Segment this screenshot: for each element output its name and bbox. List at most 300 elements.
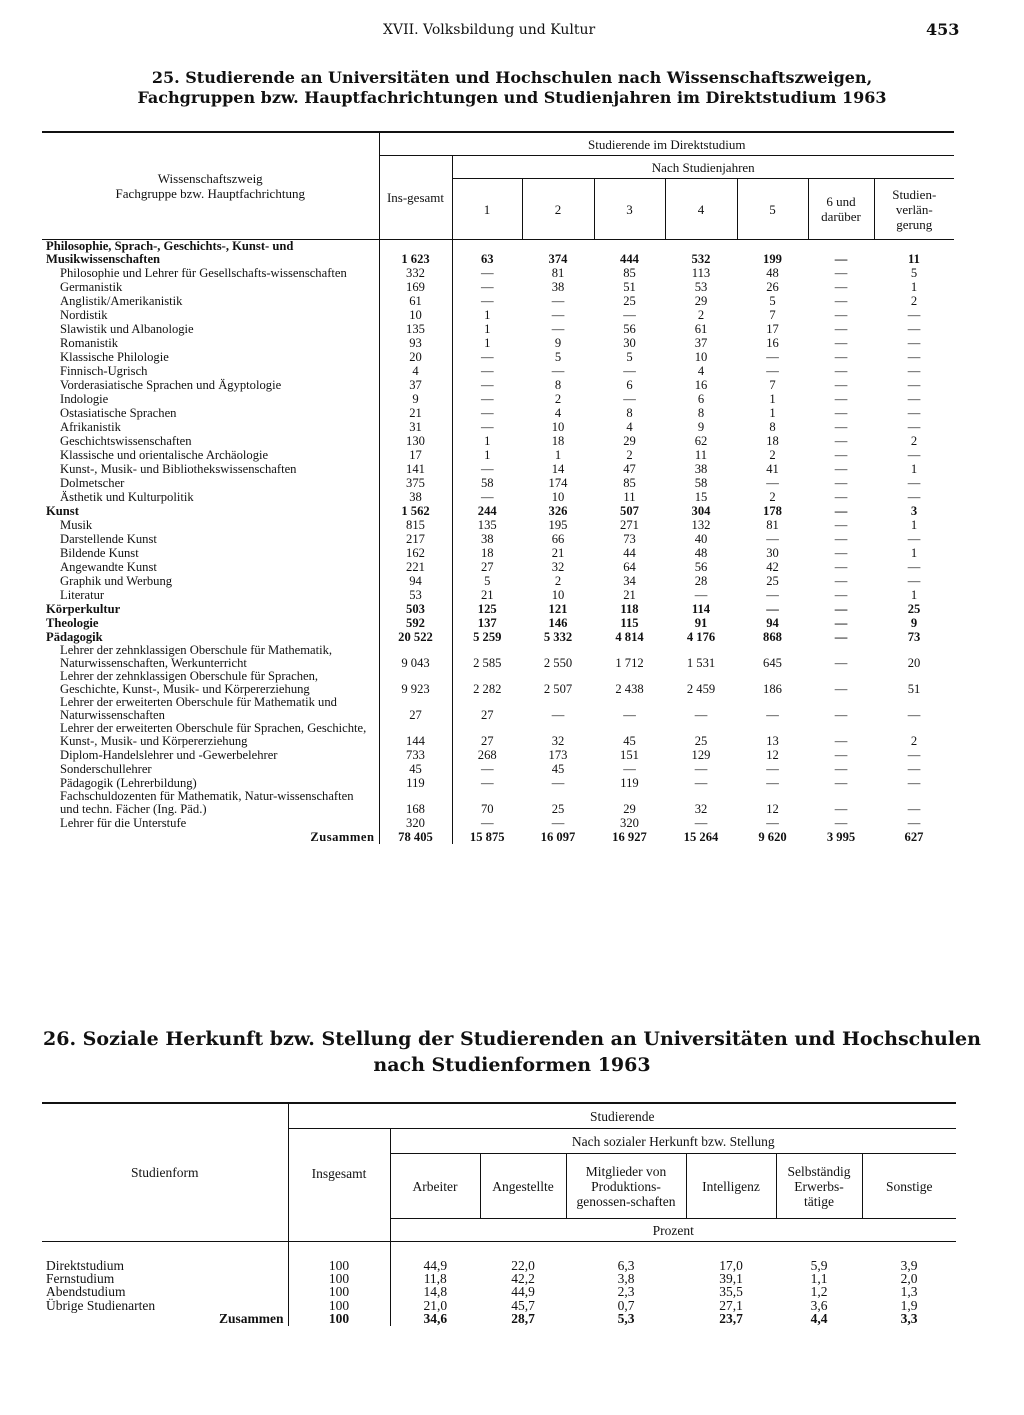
table-cell: 5 332 xyxy=(543,630,573,644)
table-cell: — xyxy=(452,280,522,294)
table-cell: 244 xyxy=(452,504,522,518)
table-cell: 91 xyxy=(694,616,708,630)
table-cell: — xyxy=(834,682,848,696)
table-cell: — xyxy=(834,392,848,406)
table-cell: 1 xyxy=(910,546,918,560)
row-label: Fernstudium xyxy=(46,1270,115,1286)
table-row xyxy=(42,546,954,560)
table-cell: 58 xyxy=(694,476,708,490)
table-cell: 2 xyxy=(910,294,918,308)
table-cell: 3 995 xyxy=(826,830,856,844)
table-cell: — xyxy=(623,364,636,378)
table-cell: 2,0 xyxy=(900,1270,918,1286)
table-cell: 17,0 xyxy=(719,1257,743,1273)
table-row xyxy=(42,518,954,532)
table-cell: 3 xyxy=(910,504,918,518)
table-row xyxy=(42,490,954,504)
table-row xyxy=(42,1272,956,1286)
table-cell: — xyxy=(766,816,779,830)
table-cell: — xyxy=(907,406,921,420)
table-cell: 10 xyxy=(551,490,565,504)
table-cell: 7 xyxy=(769,308,776,322)
table-cell: 2 438 xyxy=(615,682,644,696)
table-row xyxy=(42,462,954,476)
table-cell: — xyxy=(907,336,921,350)
table-cell: 100 xyxy=(288,1299,390,1313)
table-cell: — xyxy=(452,378,522,392)
table-cell: 29 xyxy=(623,802,636,816)
header-studienjahre: Nach Studienjahren xyxy=(452,156,954,179)
table-cell: 56 xyxy=(694,560,708,574)
table-cell: 4 814 xyxy=(615,630,644,644)
table-cell: 304 xyxy=(691,504,711,518)
table-cell: 93 xyxy=(379,336,452,350)
table-cell: 64 xyxy=(623,560,636,574)
row-label: Ästhetik und Kulturpolitik xyxy=(60,490,194,504)
table-cell: — xyxy=(907,448,921,462)
table-cell: 73 xyxy=(623,532,636,546)
table-row xyxy=(42,560,954,574)
table-cell: 34,6 xyxy=(390,1312,480,1326)
table-cell: 2 282 xyxy=(452,670,522,696)
table-cell: 26 xyxy=(766,280,779,294)
group-label: Philosophie, Sprach-, Geschichts-, Kunst- und Musikwissenschaften xyxy=(46,239,294,266)
table-cell: — xyxy=(766,476,779,490)
table-cell: 268 xyxy=(452,748,522,762)
table-cell: 38 xyxy=(694,462,708,476)
table-cell: 174 xyxy=(548,476,568,490)
table-cell: 5 xyxy=(452,574,522,588)
table-cell: 20 522 xyxy=(379,630,452,644)
row-label: Literatur xyxy=(60,588,105,602)
table-cell: — xyxy=(551,816,565,830)
table-cell: 25 xyxy=(907,602,921,616)
table-cell: 21 xyxy=(452,588,522,602)
table-cell: 21,0 xyxy=(390,1299,480,1313)
row-label: Graphik und Werbung xyxy=(60,574,173,588)
table-cell: 8 xyxy=(697,406,705,420)
row-label: Lehrer der erweiterten Oberschule für Mathematik und Naturwissenschaften xyxy=(60,695,337,722)
row-label: Übrige Studienarten xyxy=(46,1297,156,1313)
row-label: Afrikanistik xyxy=(60,420,121,434)
table-cell: 10 xyxy=(551,588,565,602)
table-cell: 81 xyxy=(551,266,565,280)
table-cell: 56 xyxy=(623,322,636,336)
table-cell: 5,3 xyxy=(617,1311,635,1327)
header-studierende: Studierende xyxy=(288,1103,956,1129)
table-cell: — xyxy=(834,656,848,670)
table-cell: — xyxy=(907,322,921,336)
header-soziale-herkunft: Nach sozialer Herkunft bzw. Stellung xyxy=(390,1129,956,1154)
table-cell: 375 xyxy=(379,476,452,490)
total-label: Zusammen xyxy=(310,830,375,844)
table-cell: 8 xyxy=(769,420,776,434)
table-row xyxy=(42,1312,956,1326)
table-cell: 173 xyxy=(548,748,568,762)
table-row xyxy=(42,406,954,420)
table-row xyxy=(42,378,954,392)
table-cell: 11 xyxy=(908,252,920,266)
table-row xyxy=(42,574,954,588)
table-cell: — xyxy=(834,462,848,476)
row-label: Kunst-, Musik- und Bibliothekswissenschaften xyxy=(60,462,297,476)
table-cell: 2 xyxy=(910,734,918,748)
table-cell: — xyxy=(834,266,848,280)
table-cell: — xyxy=(452,462,522,476)
table-cell: 1 xyxy=(452,322,522,336)
table-row xyxy=(42,1242,956,1272)
row-label: Lehrer der zehnklassigen Oberschule für Mathematik, Naturwissenschaften, Werkunterricht xyxy=(60,643,333,670)
table-cell: 53 xyxy=(694,280,708,294)
table-26-title-line-2: nach Studienformen 1963 xyxy=(373,1054,651,1076)
table-row xyxy=(42,1285,956,1299)
table-cell: 195 xyxy=(548,518,568,532)
row-label: Sonderschullehrer xyxy=(60,762,152,776)
table-cell: 3,8 xyxy=(617,1270,635,1286)
header-direktstudium: Studierende im Direktstudium xyxy=(379,132,954,156)
row-label: Abendstudium xyxy=(46,1284,126,1300)
table-cell: — xyxy=(907,392,921,406)
table-cell: 51 xyxy=(623,280,636,294)
table-cell: — xyxy=(834,802,848,816)
table-cell: 37 xyxy=(694,336,708,350)
table-cell: 16 xyxy=(766,336,779,350)
table-cell: — xyxy=(834,364,848,378)
table-row xyxy=(42,434,954,448)
table-cell: 9 xyxy=(554,336,562,350)
table-cell: 168 xyxy=(379,790,452,816)
table-cell: — xyxy=(834,294,848,308)
table-cell: 73 xyxy=(907,630,921,644)
table-cell: — xyxy=(623,308,636,322)
table-cell: 29 xyxy=(694,294,708,308)
row-label: Anglistik/Amerikanistik xyxy=(60,294,183,308)
table-row xyxy=(42,420,954,434)
table-cell: 94 xyxy=(379,574,452,588)
table-cell: 146 xyxy=(548,616,568,630)
table-row xyxy=(42,588,954,602)
row-label: Vorderasiatische Sprachen und Ägyptologie xyxy=(60,378,282,392)
group-label: Kunst xyxy=(46,504,79,518)
table-cell: 135 xyxy=(452,518,522,532)
table-cell: 144 xyxy=(379,722,452,748)
table-cell: 151 xyxy=(620,748,639,762)
table-cell: 38 xyxy=(551,280,565,294)
table-row xyxy=(42,364,954,378)
group-label: Körperkultur xyxy=(46,602,121,616)
table-cell: 11 xyxy=(694,448,708,462)
table-cell: 37 xyxy=(379,378,452,392)
table-row xyxy=(42,308,954,322)
row-label: Lehrer für die Unterstufe xyxy=(60,816,187,830)
table-cell: — xyxy=(907,490,921,504)
table-cell: 2 585 xyxy=(452,644,522,670)
row-label: Fachschuldozenten für Mathematik, Natur-wissenschaften und techn. Fächer (Ing. Päd.) xyxy=(60,789,354,816)
table-25-title-line-1: 25. Studierende an Universitäten und Hochschulen nach Wissenschaftszweigen, xyxy=(151,68,873,87)
table-cell: 14 xyxy=(551,462,565,476)
table-cell: 48 xyxy=(766,266,779,280)
table-cell: 45 xyxy=(551,762,565,776)
table-cell: 42 xyxy=(766,560,779,574)
table-cell: 1 xyxy=(452,434,522,448)
table-cell: 627 xyxy=(904,830,924,844)
table-cell: — xyxy=(834,574,848,588)
table-cell: 39,1 xyxy=(719,1270,743,1286)
table-cell: 81 xyxy=(766,518,779,532)
table-cell: — xyxy=(452,776,522,790)
table-cell: 1 xyxy=(910,280,918,294)
table-cell: 1 623 xyxy=(379,240,452,267)
table-cell: 2 xyxy=(626,448,633,462)
row-label: Pädagogik (Lehrerbildung) xyxy=(60,776,197,790)
header-fachgruppe: Fachgruppe bzw. Hauptfachrichtung xyxy=(115,186,305,201)
table-cell: 45 xyxy=(623,734,636,748)
row-label: Ostasiatische Sprachen xyxy=(60,406,177,420)
table-cell: 10 xyxy=(551,420,565,434)
table-row xyxy=(42,816,954,830)
table-row xyxy=(42,1299,956,1313)
table-cell: 100 xyxy=(288,1312,390,1326)
table-cell: — xyxy=(623,762,636,776)
table-cell: 129 xyxy=(691,748,711,762)
table-cell: 121 xyxy=(548,602,568,616)
table-row xyxy=(42,294,954,308)
table-cell: 3,3 xyxy=(900,1311,918,1327)
row-label: Klassische und orientalische Archäologie xyxy=(60,448,269,462)
table-row xyxy=(42,392,954,406)
table-cell: — xyxy=(907,560,921,574)
table-cell: 27 xyxy=(452,722,522,748)
table-cell: — xyxy=(834,322,848,336)
table-cell: 6 xyxy=(626,378,633,392)
table-cell: — xyxy=(834,434,848,448)
table-cell: 61 xyxy=(379,294,452,308)
table-cell: 12 xyxy=(766,748,779,762)
table-cell: 178 xyxy=(763,504,782,518)
table-cell: — xyxy=(551,776,565,790)
table-cell: 10 xyxy=(379,308,452,322)
row-label: Philosophie und Lehrer für Gesellschafts-wissenschaften xyxy=(60,266,347,280)
row-label: Slawistik und Albanologie xyxy=(60,322,194,336)
table-cell: 25 xyxy=(623,294,636,308)
table-row xyxy=(42,280,954,294)
table-cell: 1 xyxy=(769,406,776,420)
table-cell: — xyxy=(907,816,921,830)
table-cell: 1 xyxy=(910,518,918,532)
table-cell: 40 xyxy=(694,532,708,546)
table-cell: 5,9 xyxy=(810,1257,828,1273)
table-cell: 78 405 xyxy=(379,830,452,844)
table-cell: 100 xyxy=(288,1285,390,1299)
table-cell: 27 xyxy=(452,696,522,722)
table-cell: — xyxy=(834,532,848,546)
table-cell: — xyxy=(452,364,522,378)
table-25 xyxy=(42,131,954,844)
table-cell: — xyxy=(766,602,779,616)
table-cell: — xyxy=(694,708,708,722)
table-cell: 2 459 xyxy=(686,682,716,696)
table-cell: 1,2 xyxy=(810,1284,828,1300)
table-cell: 1 xyxy=(769,392,776,406)
table-cell: — xyxy=(694,762,708,776)
page-number: 453 xyxy=(926,20,960,39)
table-cell: 16 927 xyxy=(612,830,647,844)
table-cell: — xyxy=(907,748,921,762)
table-row xyxy=(42,616,954,630)
row-label: Finnisch-Ugrisch xyxy=(60,364,148,378)
table-cell: — xyxy=(452,350,522,364)
table-cell: 4 xyxy=(554,406,562,420)
row-label: Direktstudium xyxy=(46,1257,124,1273)
header-wissenschaftszweig: Wissenschaftszweig xyxy=(157,171,263,186)
table-cell: — xyxy=(834,378,848,392)
table-cell: 58 xyxy=(452,476,522,490)
table-cell: 35,5 xyxy=(719,1284,743,1300)
table-cell: 34 xyxy=(623,574,636,588)
header-col-6: Sonstige xyxy=(862,1154,956,1219)
table-cell: 45 xyxy=(379,762,452,776)
table-cell: 141 xyxy=(379,462,452,476)
table-cell: 199 xyxy=(763,252,782,266)
table-cell: 21 xyxy=(623,588,636,602)
table-cell: — xyxy=(551,322,565,336)
table-cell: 1 712 xyxy=(615,656,644,670)
table-cell: 1 xyxy=(554,448,562,462)
table-cell: 15 xyxy=(694,490,708,504)
table-cell: 42,2 xyxy=(511,1270,535,1286)
table-cell: 13 xyxy=(766,734,779,748)
table-cell: 6 xyxy=(697,392,705,406)
table-cell: 18 xyxy=(551,434,565,448)
table-cell: 15 875 xyxy=(452,830,522,844)
table-cell: 32 xyxy=(551,560,565,574)
table-row xyxy=(42,630,954,644)
table-cell: 7 xyxy=(769,378,776,392)
table-cell: — xyxy=(907,762,921,776)
table-cell: 503 xyxy=(379,602,452,616)
table-cell: 10 xyxy=(694,350,708,364)
table-row xyxy=(42,476,954,490)
table-cell: 5 xyxy=(910,266,918,280)
group-label: Pädagogik xyxy=(46,630,103,644)
table-cell: 2 xyxy=(554,574,562,588)
header-insgesamt: Ins-gesamt xyxy=(379,156,452,240)
running-header: XVII. Volksbildung und Kultur xyxy=(383,22,596,38)
table-cell: 44,9 xyxy=(390,1242,480,1272)
table-cell: 48 xyxy=(694,546,708,560)
table-cell: 21 xyxy=(379,406,452,420)
table-cell: — xyxy=(834,776,848,790)
table-cell: 25 xyxy=(694,734,708,748)
table-cell: — xyxy=(907,350,921,364)
table-cell: 374 xyxy=(548,252,568,266)
table-cell: — xyxy=(452,762,522,776)
table-cell: 125 xyxy=(452,602,522,616)
table-cell: 2 550 xyxy=(543,656,573,670)
table-cell: — xyxy=(452,816,522,830)
table-cell: 41 xyxy=(766,462,779,476)
table-cell: 1,3 xyxy=(900,1284,918,1300)
table-cell: 507 xyxy=(620,504,639,518)
table-row xyxy=(42,336,954,350)
table-row xyxy=(42,776,954,790)
table-26 xyxy=(42,1102,956,1326)
header-year-4: 4 xyxy=(665,179,737,240)
table-cell: — xyxy=(907,708,921,722)
table-cell: 135 xyxy=(379,322,452,336)
table-cell: 115 xyxy=(620,616,639,630)
table-cell: 119 xyxy=(379,776,452,790)
table-cell: 32 xyxy=(694,802,708,816)
header-year-2: 2 xyxy=(522,179,594,240)
table-cell: 4 xyxy=(379,364,452,378)
table-cell: — xyxy=(907,776,921,790)
table-cell: 733 xyxy=(379,748,452,762)
table-cell: — xyxy=(907,308,921,322)
table-cell: — xyxy=(834,602,848,616)
header-year-5: 5 xyxy=(737,179,808,240)
table-cell: 25 xyxy=(551,802,565,816)
row-label: Indologie xyxy=(60,392,109,406)
table-cell: 47 xyxy=(623,462,636,476)
table-cell: 1 xyxy=(452,308,522,322)
table-cell: 1 xyxy=(452,336,522,350)
table-cell: 27 xyxy=(452,560,522,574)
table-cell: 4 xyxy=(626,420,633,434)
row-label: Geschichtswissenschaften xyxy=(60,434,192,448)
table-cell: 20 xyxy=(907,656,921,670)
table-cell: 2 xyxy=(910,434,918,448)
table-cell: 1 562 xyxy=(379,504,452,518)
group-label: Theologie xyxy=(46,616,99,630)
table-cell: — xyxy=(551,708,565,722)
table-cell: 23,7 xyxy=(719,1311,743,1327)
table-cell: 22,0 xyxy=(511,1257,535,1273)
table-cell: 61 xyxy=(694,322,708,336)
table-cell: 444 xyxy=(620,252,639,266)
table-cell: — xyxy=(452,420,522,434)
table-cell: 51 xyxy=(907,682,921,696)
header-col-3: Mitglieder von Produktions-genossen-schaften xyxy=(566,1154,686,1219)
table-cell: 130 xyxy=(379,434,452,448)
header-category-column xyxy=(42,132,379,240)
row-label: Darstellende Kunst xyxy=(60,532,157,546)
table-cell: 12 xyxy=(766,802,779,816)
row-label: Nordistik xyxy=(60,308,108,322)
row-label: Bildende Kunst xyxy=(60,546,139,560)
table-row xyxy=(42,696,954,722)
table-cell: 44 xyxy=(623,546,636,560)
table-cell: 38 xyxy=(452,532,522,546)
table-cell: — xyxy=(907,802,921,816)
table-cell: — xyxy=(834,816,848,830)
row-label: Lehrer der erweiterten Oberschule für Sprachen, Geschichte, Kunst-, Musik- und Körpererziehung xyxy=(60,721,367,748)
table-row xyxy=(42,266,954,280)
table-row xyxy=(42,762,954,776)
table-cell: — xyxy=(834,588,848,602)
table-cell: — xyxy=(766,364,779,378)
table-cell: 4 176 xyxy=(686,630,716,644)
table-cell: 17 xyxy=(379,448,452,462)
table-cell: 271 xyxy=(620,518,639,532)
table-cell: 119 xyxy=(620,776,639,790)
table-cell: 3,6 xyxy=(810,1297,828,1313)
table-cell: — xyxy=(907,420,921,434)
table-cell: — xyxy=(834,476,848,490)
table-cell: 132 xyxy=(691,518,711,532)
table-cell: — xyxy=(834,708,848,722)
table-cell: 5 xyxy=(554,350,562,364)
